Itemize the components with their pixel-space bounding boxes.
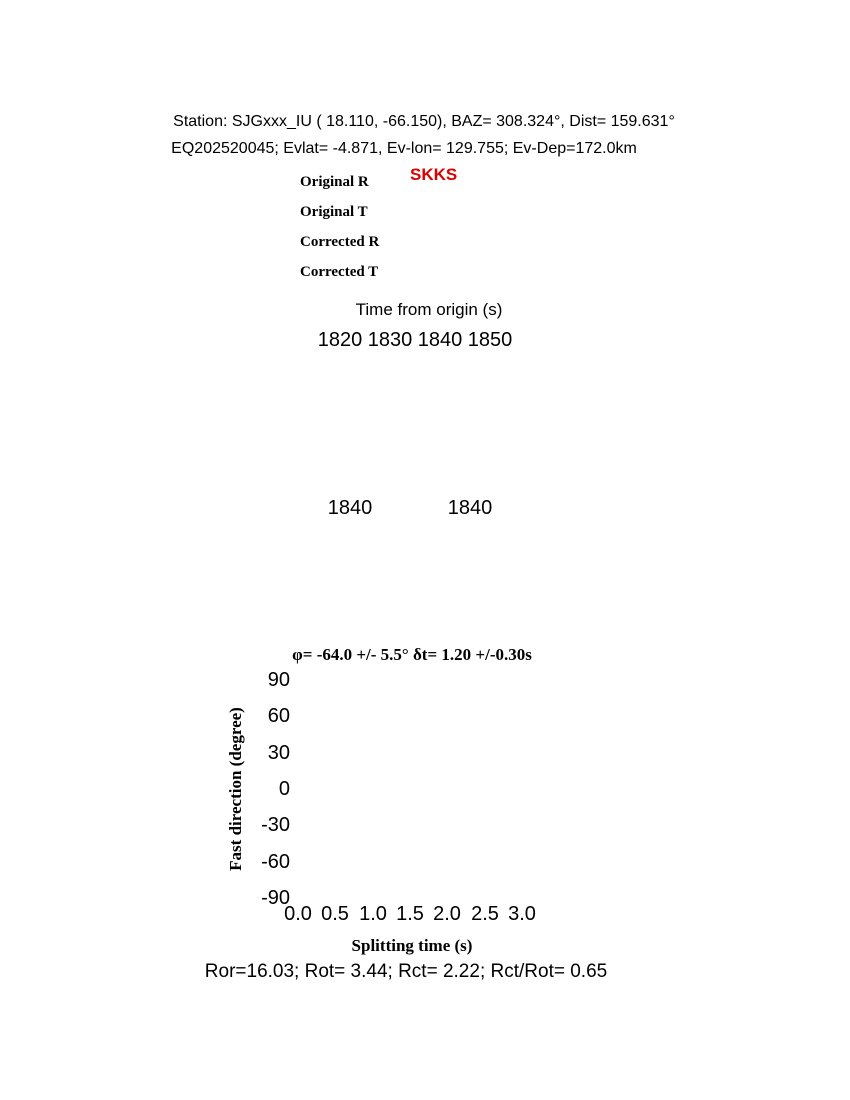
xtick-25: 2.5 xyxy=(471,903,499,925)
splitting-ylabel: Fast direction (degree) xyxy=(226,707,245,871)
ytick-neg30: -30 xyxy=(261,814,290,836)
panel-right-tick-label: 1840 xyxy=(447,497,493,519)
ytick-90: 90 xyxy=(267,669,290,691)
xtick-10: 1.0 xyxy=(359,903,387,925)
trace-label-corrected-t: Corrected T xyxy=(300,264,379,280)
time-axis-title: Time from origin (s) xyxy=(355,300,503,319)
trace-label-original-r: Original R xyxy=(300,174,369,190)
ytick-0: 0 xyxy=(278,778,290,800)
xtick-05: 0.5 xyxy=(321,903,349,925)
xtick-20: 2.0 xyxy=(433,903,461,925)
time-tick-1840: 1840 xyxy=(417,329,463,351)
station-header: Station: SJGxxx_IU ( 18.110, -66.150), BAZ= 308.324°, Dist= 159.631° xyxy=(173,113,675,130)
trace-label-original-t: Original T xyxy=(300,204,368,220)
event-header: EQ202520045; Evlat= -4.871, Ev-lon= 129.755; Ev-Dep=172.0km xyxy=(171,140,637,157)
waveform-window-panel-right xyxy=(420,390,520,488)
particle-motion-panel-right xyxy=(420,529,520,630)
time-tick-1850: 1850 xyxy=(467,329,513,351)
ytick-30: 30 xyxy=(267,742,290,764)
time-tick-1820: 1820 xyxy=(317,329,363,351)
ytick-neg90: -90 xyxy=(261,887,290,909)
phase-label-skks: SKKS xyxy=(410,165,458,184)
xtick-00: 0.0 xyxy=(284,903,312,925)
splitting-xlabel: Splitting time (s) xyxy=(351,936,473,955)
trace-label-corrected-r: Corrected R xyxy=(300,234,380,250)
waveform-window-panel-left xyxy=(300,390,400,488)
splitting-title: φ= -64.0 +/- 5.5° δt= 1.20 +/-0.30s xyxy=(292,645,532,664)
particle-motion-panel-left xyxy=(300,529,400,630)
xtick-30: 3.0 xyxy=(508,903,536,925)
xtick-15: 1.5 xyxy=(396,903,424,925)
footer-stats: Ror=16.03; Rot= 3.44; Rct= 2.22; Rct/Rot= 0.65 xyxy=(204,961,608,982)
ytick-neg60: -60 xyxy=(261,851,290,873)
time-tick-1830: 1830 xyxy=(367,329,413,351)
ytick-60: 60 xyxy=(267,705,290,727)
splitting-contour-plot xyxy=(298,680,522,898)
panel-left-tick-label: 1840 xyxy=(327,497,373,519)
